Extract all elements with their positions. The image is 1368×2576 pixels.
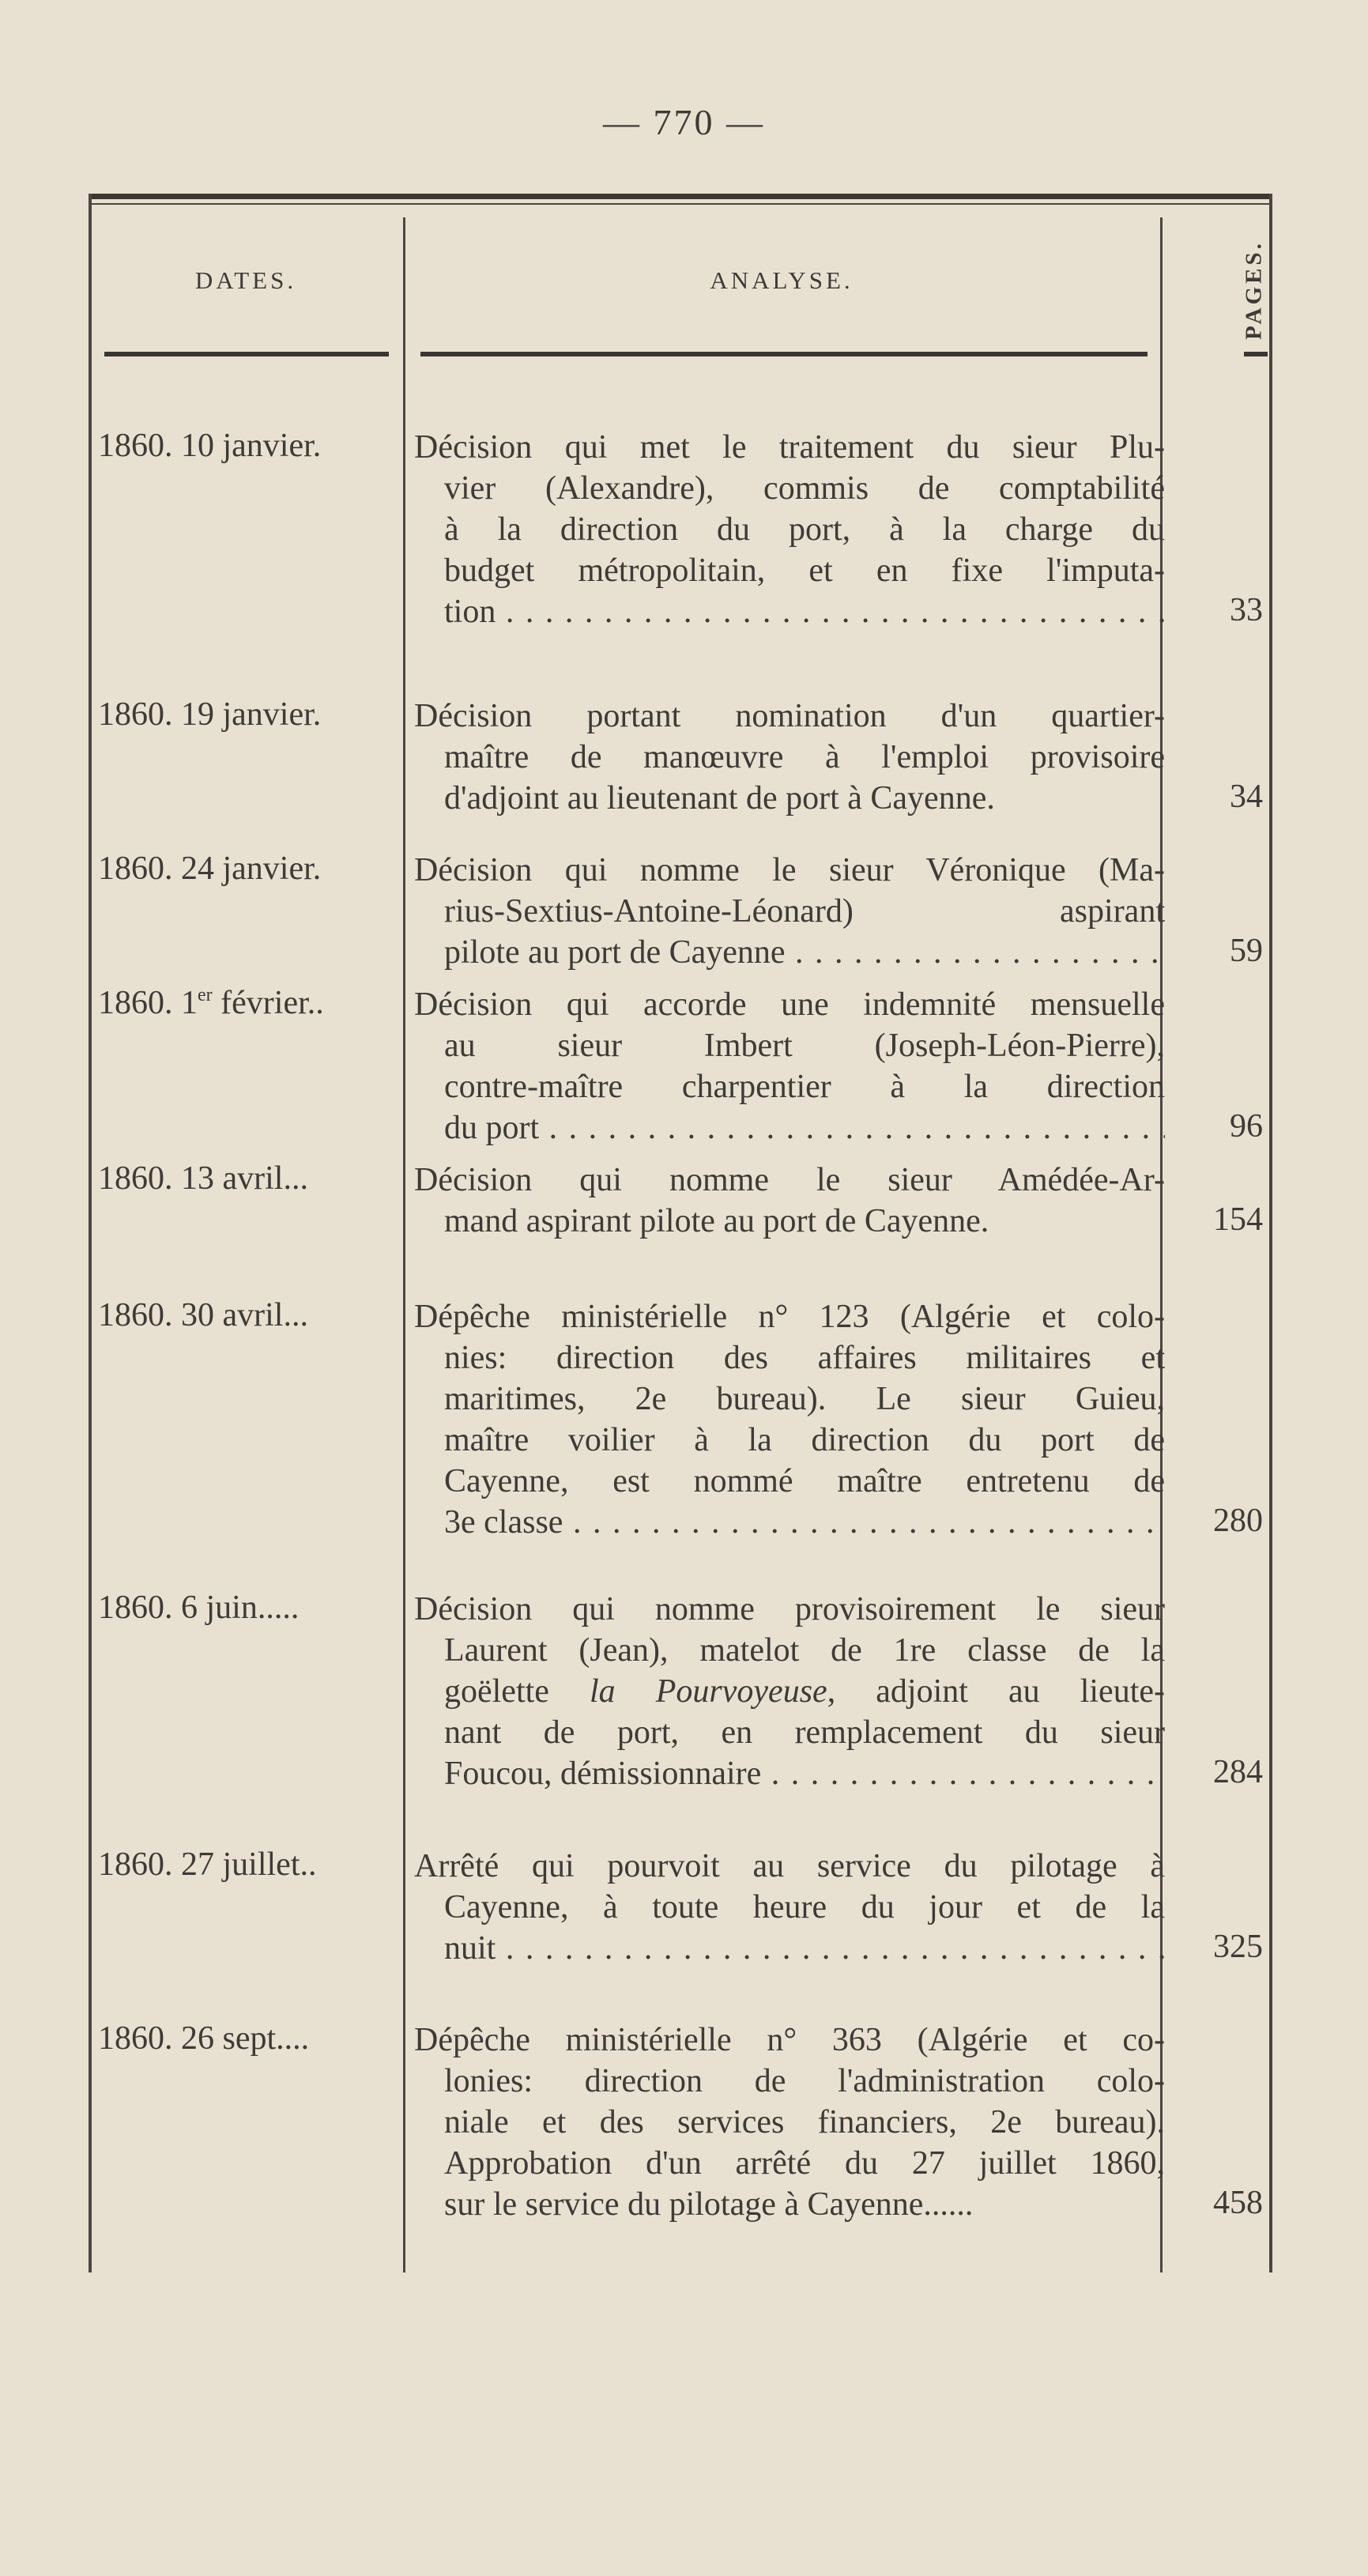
analysis-line: à la direction du port, à la charge du bbox=[444, 511, 1165, 548]
analysis-line: rius-Sextius-Antoine-Léonard) aspirant bbox=[444, 893, 1165, 930]
right-border bbox=[1269, 194, 1272, 2272]
entry-date: 1860. 10 janvier. bbox=[98, 428, 322, 464]
entry-date: 1860. 30 avril... bbox=[98, 1297, 308, 1333]
entry-page: 33 bbox=[1230, 592, 1263, 628]
entry-date: 1860. 1er février.. bbox=[98, 985, 324, 1021]
entry-page: 280 bbox=[1213, 1503, 1263, 1539]
analysis-line: Approbation d'un arrêté du 27 juillet 1860, bbox=[444, 2145, 1165, 2182]
analysis-line: contre-maître charpentier à la direction bbox=[444, 1069, 1165, 1105]
analysis-line: Décision qui nomme le sieur Véronique (Ma- bbox=[414, 852, 1165, 888]
analysis-line: budget métropolitain, et en fixe l'imputa- bbox=[444, 553, 1165, 589]
entry-page: 458 bbox=[1213, 2185, 1263, 2221]
analysis-line: Cayenne, à toute heure du jour et de la bbox=[444, 1889, 1165, 1925]
analysis-line: Laurent (Jean), matelot de 1re classe de la bbox=[444, 1632, 1165, 1669]
analysis-line: 3e classe . . . bbox=[414, 1502, 1165, 1543]
entry-page: 34 bbox=[1230, 779, 1263, 815]
entry-analysis bbox=[414, 1846, 1165, 1969]
entry-analysis bbox=[414, 1160, 1165, 1242]
analysis-line: maître voilier à la direction du port de bbox=[444, 1422, 1165, 1458]
entry-date: 1860. 6 juin..... bbox=[98, 1590, 300, 1626]
header-underline-dates bbox=[104, 352, 389, 356]
entry-date: 1860. 26 sept.... bbox=[98, 2020, 310, 2057]
analysis-line: Dépêche ministérielle n° 363 (Algérie et co- bbox=[414, 2022, 1165, 2058]
analysis-line: Dépêche ministérielle n° 123 (Algérie et colo- bbox=[414, 1299, 1165, 1335]
analysis-line: lonies: direction de l'administration colo- bbox=[444, 2063, 1165, 2099]
header-underline-pages bbox=[1244, 352, 1268, 356]
analysis-line: d'adjoint au lieutenant de port à Cayenne. bbox=[444, 780, 995, 817]
analysis-line: nies: direction des affaires militaires et bbox=[444, 1340, 1165, 1376]
entry-analysis bbox=[414, 984, 1165, 1148]
analysis-line: tion . . . bbox=[414, 591, 1165, 632]
table-top-rule bbox=[89, 194, 1272, 199]
header-analyse: ANALYSE. bbox=[710, 266, 854, 294]
analysis-line: vier (Alexandre), commis de comptabilité bbox=[444, 470, 1165, 507]
entry-date: 1860. 19 janvier. bbox=[98, 696, 322, 733]
entry-date: 1860. 27 juillet.. bbox=[98, 1846, 317, 1883]
entry-page: 325 bbox=[1213, 1929, 1263, 1965]
analysis-line: Cayenne, est nommé maître entretenu de bbox=[444, 1463, 1165, 1499]
analysis-line: maritimes, 2e bureau). Le sieur Guieu, bbox=[444, 1381, 1165, 1417]
column-divider-dates bbox=[403, 217, 405, 2272]
left-border bbox=[89, 194, 92, 2272]
analysis-line: maître de manœuvre à l'emploi provisoire bbox=[444, 739, 1165, 775]
analysis-line: goëlette la Pourvoyeuse, adjoint au lieute- bbox=[444, 1673, 1165, 1710]
entry-date: 1860. 13 avril... bbox=[98, 1160, 308, 1197]
entry-date: 1860. 24 janvier. bbox=[98, 850, 322, 887]
entry-page: 284 bbox=[1213, 1754, 1263, 1790]
entry-page: 96 bbox=[1230, 1108, 1263, 1145]
entry-analysis bbox=[414, 696, 1165, 819]
header-dates: DATES. bbox=[194, 266, 297, 294]
analysis-line: Décision qui nomme le sieur Amédée-Ar- bbox=[414, 1162, 1165, 1198]
analysis-line: au sieur Imbert (Joseph-Léon-Pierre), bbox=[444, 1028, 1165, 1064]
analysis-line: Décision portant nomination d'un quartier- bbox=[414, 698, 1165, 734]
header-underline-analyse bbox=[420, 352, 1148, 356]
entry-page: 59 bbox=[1230, 933, 1263, 969]
entry-analysis bbox=[414, 2020, 1165, 2225]
index-table bbox=[89, 194, 1272, 2288]
analysis-line: sur le service du pilotage à Cayenne...... bbox=[444, 2186, 974, 2223]
table-top-rule-thin bbox=[89, 203, 1272, 205]
analysis-line: niale et des services financiers, 2e bureau). bbox=[444, 2104, 1165, 2140]
entry-analysis bbox=[414, 1589, 1165, 1794]
analysis-line: nant de port, en remplacement du sieur bbox=[444, 1714, 1165, 1751]
header-pages: PAGES. bbox=[1241, 240, 1267, 340]
entry-analysis bbox=[414, 427, 1165, 632]
analysis-line: pilote au port de Cayenne . . . bbox=[414, 932, 1165, 973]
analysis-line: du port . . . bbox=[414, 1107, 1165, 1148]
analysis-line: nuit . . . bbox=[414, 1928, 1165, 1969]
entry-analysis bbox=[414, 1296, 1165, 1543]
analysis-line: Décision qui nomme provisoirement le sieur bbox=[414, 1591, 1165, 1627]
analysis-line: Arrêté qui pourvoit au service du pilotage à bbox=[414, 1848, 1165, 1884]
analysis-line: Décision qui met le traitement du sieur Plu- bbox=[414, 429, 1165, 466]
analysis-line: mand aspirant pilote au port de Cayenne. bbox=[444, 1203, 989, 1239]
analysis-line: Foucou, démissionnaire . . . bbox=[414, 1753, 1165, 1794]
analysis-line: Décision qui accorde une indemnité mensuelle bbox=[414, 986, 1165, 1023]
entry-page: 154 bbox=[1213, 1201, 1263, 1238]
page-number: — 770 — bbox=[603, 102, 765, 142]
entry-analysis bbox=[414, 850, 1165, 973]
